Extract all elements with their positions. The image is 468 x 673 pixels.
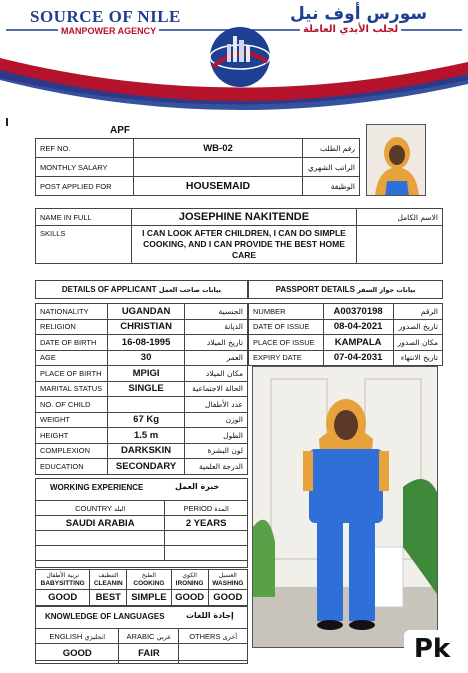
experience-title-ar: خبرة العمل bbox=[175, 482, 220, 491]
country-header bbox=[36, 501, 165, 516]
post-applied-label-ar: الوظيفة bbox=[302, 177, 359, 196]
arabic-label-ar: عربي bbox=[156, 632, 172, 641]
arabic-label: ARABIC bbox=[126, 631, 155, 641]
applicant-field-value: SINGLE bbox=[107, 381, 184, 397]
table-row bbox=[36, 570, 248, 590]
table-row bbox=[36, 644, 248, 664]
others-level-value bbox=[179, 644, 248, 664]
skill-header-cell bbox=[208, 570, 247, 590]
applicant-details-title-ar: بيانات صاحب العمل bbox=[158, 286, 222, 294]
brand-name-en: SOURCE OF NILE bbox=[30, 7, 181, 26]
applicant-field-label: EDUCATION bbox=[36, 459, 108, 475]
table-row bbox=[36, 158, 360, 177]
pk-watermark-text: Pk bbox=[413, 634, 451, 664]
applicant-field-label: AGE bbox=[36, 350, 108, 366]
table-row bbox=[36, 381, 248, 397]
languages-title: KNOWLEDGE OF LANGUAGES bbox=[45, 612, 165, 621]
applicant-full-length-photo bbox=[252, 366, 438, 648]
brand-subtitle-en: MANPOWER AGENCY bbox=[58, 26, 159, 36]
passport-field-label-ar: الرقم bbox=[393, 304, 442, 320]
skill-level-value: GOOD bbox=[171, 590, 208, 606]
table-row bbox=[36, 443, 248, 459]
country-label: COUNTRY bbox=[75, 503, 112, 513]
others-label: OTHERS bbox=[189, 631, 221, 641]
period-header bbox=[165, 501, 248, 516]
table-row bbox=[36, 629, 248, 644]
experience-table bbox=[35, 500, 248, 561]
skill-header-cell bbox=[127, 570, 171, 590]
post-applied-value: HOUSEMAID bbox=[134, 177, 302, 196]
table-row bbox=[36, 366, 248, 382]
empty-cell bbox=[36, 531, 165, 546]
skill-name-en: WASHING bbox=[212, 579, 244, 587]
skill-header-cell bbox=[171, 570, 208, 590]
skill-level-value: GOOD bbox=[36, 590, 90, 606]
passport-field-value: 08-04-2021 bbox=[323, 319, 393, 335]
skill-name-en: COOKING bbox=[133, 579, 165, 587]
skill-level-value: BEST bbox=[90, 590, 127, 606]
empty-cell bbox=[36, 546, 165, 561]
agency-header bbox=[0, 0, 468, 118]
arabic-level-value: FAIR bbox=[119, 644, 179, 664]
table-row bbox=[249, 350, 443, 366]
table-row bbox=[36, 531, 248, 546]
experience-country-value: SAUDI ARABIA bbox=[36, 516, 165, 531]
applicant-field-label-ar: لون البشرة bbox=[185, 443, 248, 459]
applicant-field-label: RELIGION bbox=[36, 319, 108, 335]
full-name-value: JOSEPHINE NAKITENDE bbox=[131, 209, 356, 226]
others-header bbox=[179, 629, 248, 644]
name-label-ar: الاسم الكامل bbox=[357, 209, 443, 226]
passport-field-label: NUMBER bbox=[249, 304, 324, 320]
applicant-field-label-ar: الدرجة العلمية bbox=[185, 459, 248, 475]
agency-globe-logo bbox=[205, 22, 275, 92]
applicant-field-label: COMPLEXION bbox=[36, 443, 108, 459]
passport-field-value: A00370198 bbox=[323, 304, 393, 320]
experience-title: WORKING EXPERIENCE bbox=[50, 483, 144, 492]
skills-label: SKILLS bbox=[36, 226, 132, 264]
period-label: PERIOD bbox=[183, 503, 213, 513]
skill-name-ar: الغسيل bbox=[218, 571, 237, 579]
applicant-details-title: DETAILS OF APPLICANT bbox=[61, 285, 157, 294]
applicant-field-value: UGANDAN bbox=[107, 304, 184, 320]
table-row bbox=[36, 304, 248, 320]
skill-name-ar: تربية الأطفال bbox=[46, 571, 80, 579]
applicant-field-label-ar: تاريخ الميلاد bbox=[185, 335, 248, 351]
applicant-portrait-photo bbox=[366, 124, 426, 196]
applicant-details-header bbox=[36, 281, 248, 299]
empty-cell bbox=[165, 546, 248, 561]
table-row bbox=[36, 459, 248, 475]
table-row bbox=[249, 304, 443, 320]
passport-field-label: PLACE OF ISSUE bbox=[249, 335, 324, 351]
table-row bbox=[36, 397, 248, 413]
applicant-field-value bbox=[107, 397, 184, 413]
applicant-field-label: HEIGHT bbox=[36, 428, 108, 444]
post-applied-label: POST APPLIED FOR bbox=[36, 177, 134, 196]
name-skills-table bbox=[35, 208, 443, 264]
applicant-field-label-ar: مكان الميلاد bbox=[185, 366, 248, 382]
applicant-field-label: PLACE OF BIRTH bbox=[36, 366, 108, 382]
skill-name-ar: التنظيف bbox=[98, 571, 119, 579]
table-row bbox=[249, 335, 443, 351]
reference-table bbox=[35, 138, 360, 196]
applicant-field-value: 16-08-1995 bbox=[107, 335, 184, 351]
skill-header-cell bbox=[90, 570, 127, 590]
applicant-field-value: 30 bbox=[107, 350, 184, 366]
arabic-header bbox=[119, 629, 179, 644]
applicant-field-label-ar: عدد الأطفال bbox=[185, 397, 248, 413]
period-label-ar: المدة bbox=[214, 504, 229, 513]
skill-level-value: SIMPLE bbox=[127, 590, 171, 606]
table-row bbox=[36, 501, 248, 516]
table-row bbox=[36, 226, 443, 264]
applicant-field-label: WEIGHT bbox=[36, 412, 108, 428]
partial-form-title: APF bbox=[110, 125, 130, 136]
languages-title-ar: إجادة اللغات bbox=[186, 611, 234, 620]
brand-subtitle-ar: لجلب الأيدي العاملة bbox=[300, 24, 401, 35]
skill-name-en: IRONING bbox=[175, 579, 204, 587]
applicant-field-label: MARITAL STATUS bbox=[36, 381, 108, 397]
passport-details-header bbox=[249, 281, 443, 299]
applicant-field-label-ar: الحالة الاجتماعية bbox=[185, 381, 248, 397]
english-label: ENGLISH bbox=[49, 631, 83, 641]
skill-levels-table bbox=[35, 569, 248, 606]
passport-field-label-ar: تاريخ الصدور bbox=[393, 319, 442, 335]
applicant-field-value: 1.5 m bbox=[107, 428, 184, 444]
english-label-ar: انجليزي bbox=[84, 632, 106, 641]
monthly-salary-label: MONTHLY SALARY bbox=[36, 158, 134, 177]
english-level-value: GOOD bbox=[36, 644, 119, 664]
table-row bbox=[36, 428, 248, 444]
passport-details-table bbox=[248, 280, 443, 366]
applicant-field-label-ar: الوزن bbox=[185, 412, 248, 428]
passport-field-label: EXPIRY DATE bbox=[249, 350, 324, 366]
applicant-field-value: SECONDARY bbox=[107, 459, 184, 475]
table-row bbox=[249, 319, 443, 335]
others-label-ar: أخرى bbox=[222, 632, 238, 641]
applicant-field-value: CHRISTIAN bbox=[107, 319, 184, 335]
skill-header-cell bbox=[36, 570, 90, 590]
applicant-field-label-ar: الجنسية bbox=[185, 304, 248, 320]
applicant-field-label: NATIONALITY bbox=[36, 304, 108, 320]
skills-empty-cell bbox=[357, 226, 443, 264]
table-row bbox=[36, 209, 443, 226]
skill-name-ar: الطبخ bbox=[141, 571, 156, 579]
monthly-salary-label-ar: الراتب الشهري bbox=[302, 158, 359, 177]
table-row bbox=[249, 281, 443, 299]
ref-no-label-ar: رقم الطلب bbox=[302, 139, 359, 158]
country-label-ar: البلد bbox=[113, 504, 126, 513]
applicant-details-table bbox=[35, 280, 248, 475]
skill-name-ar: الكوي bbox=[182, 571, 197, 579]
applicant-field-value: 67 Kg bbox=[107, 412, 184, 428]
empty-cell bbox=[165, 531, 248, 546]
applicant-field-label-ar: الطول bbox=[185, 428, 248, 444]
ref-no-label: REF NO. bbox=[36, 139, 134, 158]
applicant-field-value: DARKSKIN bbox=[107, 443, 184, 459]
name-label: NAME IN FULL bbox=[36, 209, 132, 226]
table-row bbox=[36, 335, 248, 351]
table-row bbox=[36, 350, 248, 366]
applicant-field-value: MPIGI bbox=[107, 366, 184, 382]
applicant-field-label-ar: الديانة bbox=[185, 319, 248, 335]
languages-table bbox=[35, 628, 248, 664]
table-row bbox=[36, 590, 248, 606]
experience-period-value: 2 YEARS bbox=[165, 516, 248, 531]
skill-name-en: CLEANIN bbox=[93, 579, 123, 587]
skill-name-en: BABYSITTING bbox=[40, 579, 85, 587]
skills-value: I CAN LOOK AFTER CHILDREN, I CAN DO SIMPLE COOKING, AND I CAN PROVIDE THE BEST HOME CARE bbox=[131, 226, 356, 264]
passport-field-label-ar: مكان الصدور bbox=[393, 335, 442, 351]
table-row bbox=[36, 319, 248, 335]
table-row bbox=[36, 412, 248, 428]
passport-details-title: PASSPORT DETAILS bbox=[275, 285, 355, 294]
passport-field-label-ar: تاريخ الانتهاء bbox=[393, 350, 442, 366]
english-header bbox=[36, 629, 119, 644]
pk-watermark-badge bbox=[404, 630, 460, 668]
skill-level-value: GOOD bbox=[208, 590, 247, 606]
ref-no-value: WB-02 bbox=[134, 139, 302, 158]
passport-details-title-ar: بيانات جواز السفر bbox=[357, 286, 416, 294]
applicant-field-label: NO. OF CHILD bbox=[36, 397, 108, 413]
passport-field-value: 07-04-2031 bbox=[323, 350, 393, 366]
table-row bbox=[36, 177, 360, 196]
monthly-salary-value bbox=[134, 158, 302, 177]
brand-name-ar: سورس أوف نيل bbox=[290, 4, 428, 24]
table-row bbox=[36, 139, 360, 158]
table-row bbox=[36, 546, 248, 561]
table-row bbox=[36, 281, 248, 299]
applicant-field-label-ar: العمر bbox=[185, 350, 248, 366]
applicant-field-label: DATE OF BIRTH bbox=[36, 335, 108, 351]
passport-field-value: KAMPALA bbox=[323, 335, 393, 351]
table-row bbox=[36, 516, 248, 531]
page-edge-mark bbox=[6, 118, 8, 126]
passport-field-label: DATE OF ISSUE bbox=[249, 319, 324, 335]
